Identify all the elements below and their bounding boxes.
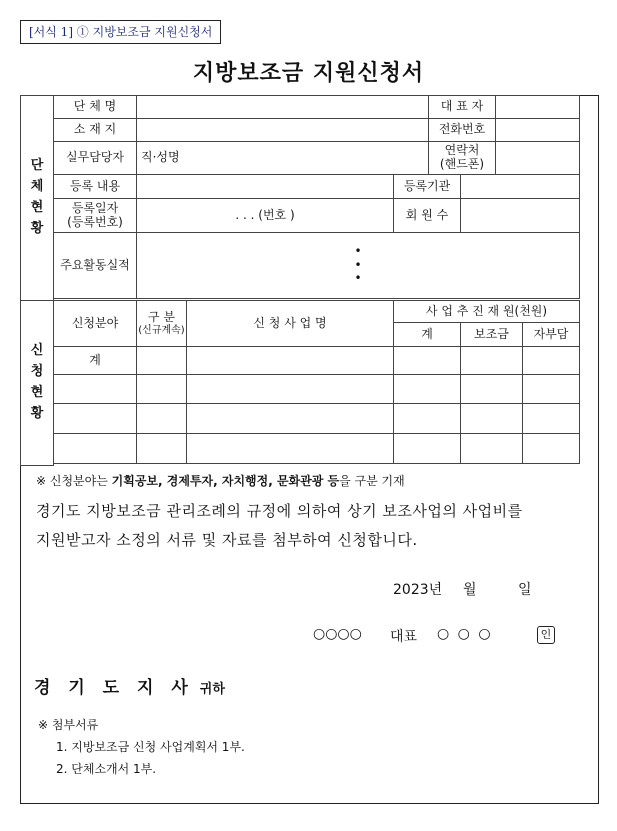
activity-bullet: • [354,271,362,286]
table-cell[interactable] [394,375,461,404]
date-month: 월 [463,582,477,598]
funding-self-header: 자부담 [523,323,580,347]
form-number-tag: [서식 1] ① 지방보조금 지원신청서 [20,20,221,44]
member-count-field[interactable] [461,199,580,233]
recipient [34,673,225,698]
seal-stamp: 인 [537,626,555,644]
table-cell[interactable] [187,404,394,434]
application-table [20,95,580,466]
section-label-char: 신 [30,343,44,359]
recipient-suffix: 귀하 [199,682,225,697]
funding-total-header: 계 [394,323,461,347]
registration-agency-field[interactable] [461,175,580,199]
table-cell[interactable] [461,375,523,404]
table-cell[interactable] [137,434,187,464]
registration-date-label: 등록일자 (등록번호) [54,199,137,233]
table-cell[interactable] [187,375,394,404]
address-field[interactable] [137,119,429,142]
org-name-label: 단 체 명 [54,96,137,119]
registration-type-label: 등록 내용 [54,175,137,199]
total-row-label: 계 [54,347,137,375]
main-activities-label: 주요활동실적 [54,233,137,299]
representative-field[interactable] [496,96,580,119]
signature-name: ○○○○ [313,626,362,642]
funding-subsidy-header: 보조금 [461,323,523,347]
table-cell[interactable] [187,434,394,464]
table-cell[interactable] [523,347,580,375]
notice-suffix: 을 구분 기재 [339,474,405,488]
table-cell[interactable] [461,347,523,375]
phone-label: 전화번호 [429,119,496,142]
table-cell[interactable] [54,404,137,434]
field-notice [36,472,405,489]
registration-date-field[interactable]: . . . (번호 ) [137,199,394,233]
activity-bullet: • [354,257,362,272]
registration-agency-label: 등록기관 [394,175,461,199]
activity-bullet: • [354,243,362,258]
table-cell[interactable] [137,404,187,434]
body-line-2: 지원받고자 소정의 서류 및 자료를 첨부하여 신청합니다. [36,531,418,549]
signature-circles: ○ ○ ○ [437,626,493,642]
date-day: 일 [518,582,532,598]
field-header: 신청분야 [54,301,137,347]
funding-header: 사 업 추 진 재 원(천원) [394,301,580,323]
manager-field[interactable]: 직·성명 [137,142,429,175]
table-cell[interactable] [54,434,137,464]
body-line-1: 경기도 지방보조금 관리조례의 규정에 의하여 상기 보조사업의 사업비를 [36,502,523,520]
category-header [137,301,187,347]
table-cell[interactable] [137,375,187,404]
category-sub-label: (신규계속) [138,324,185,336]
table-cell[interactable] [523,404,580,434]
table-cell[interactable] [394,347,461,375]
signature-title: 대표 [390,629,418,645]
attachment-item: 2. 단체소개서 1부. [56,762,157,776]
date-year: 2023년 [393,582,443,598]
member-count-label: 회 원 수 [394,199,461,233]
registration-type-field[interactable] [137,175,394,199]
table-cell[interactable] [461,434,523,464]
section-label-char: 단 [30,158,44,174]
table-cell[interactable] [187,347,394,375]
category-label: 구 분 [148,309,175,324]
notice-prefix: ※ 신청분야는 [36,474,112,488]
table-cell[interactable] [461,404,523,434]
table-cell[interactable] [523,434,580,464]
phone-field[interactable] [496,119,580,142]
section-label-char: 청 [30,363,44,379]
project-name-header: 신 청 사 업 명 [187,301,394,347]
manager-label: 실무담당자 [54,142,137,175]
address-label: 소 재 지 [54,119,137,142]
table-cell[interactable] [54,375,137,404]
org-name-field[interactable] [137,96,429,119]
page-title: 지방보조금 지원신청서 [192,61,425,86]
section-label-char: 황 [30,220,44,236]
table-cell[interactable] [394,434,461,464]
contact-label: 연락처 (핸드폰) [429,142,496,175]
recipient-name: 경 기 도 지 사 [34,678,194,698]
section-label-char: 현 [30,200,44,215]
contact-field[interactable] [496,142,580,175]
main-activities-field[interactable] [137,233,580,299]
representative-label: 대 표 자 [429,96,496,119]
table-cell[interactable] [523,375,580,404]
section-label-char: 체 [30,179,44,195]
section-label-char: 황 [30,405,44,421]
table-cell[interactable] [394,404,461,434]
notice-bold: 기획공보, 경제투자, 자치행정, 문화관광 등 [111,474,340,488]
application-status-section-label [21,301,54,466]
attachment-item: 1. 지방보조금 신청 사업계획서 1부. [56,740,245,754]
table-cell[interactable] [137,347,187,375]
section-label-char: 현 [30,384,44,400]
group-status-section-label [21,96,54,301]
attachments-heading: ※ 첨부서류 [38,718,99,732]
